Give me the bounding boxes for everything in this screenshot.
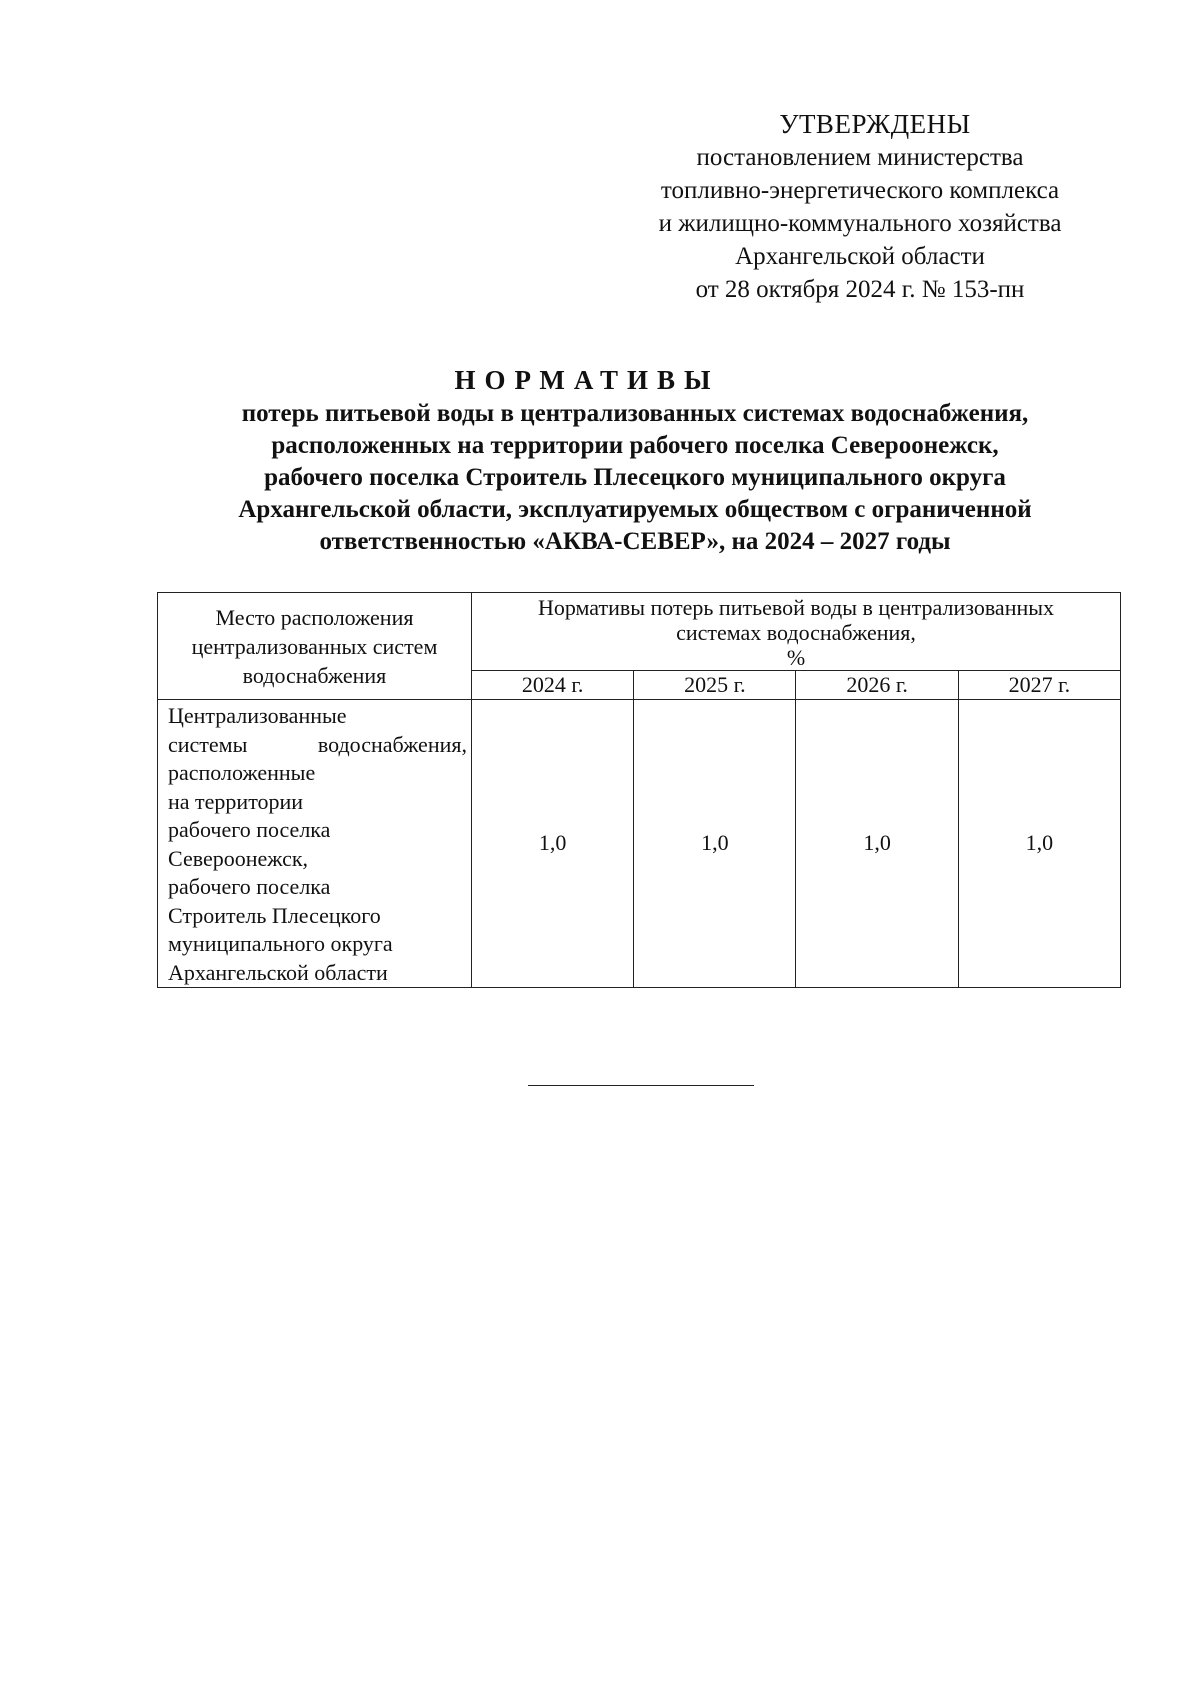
place-line: системы водоснабжения, <box>168 731 467 757</box>
document-heading <box>150 362 1120 558</box>
year-header: 2025 г. <box>634 671 796 700</box>
approval-line: топливно-энергетического комплекса <box>660 177 1060 204</box>
year-header: 2027 г. <box>958 671 1120 700</box>
approval-line: и жилищно-коммунального хозяйства <box>658 210 1062 237</box>
place-line: Североонежск, <box>168 845 309 871</box>
end-divider <box>528 1085 754 1086</box>
header-line: водоснабжения <box>242 662 387 688</box>
document-title: НОРМАТИВЫ <box>454 365 720 395</box>
header-line: Место расположения <box>215 604 414 630</box>
place-line: рабочего поселка <box>168 817 331 842</box>
table-row <box>158 700 1121 988</box>
approval-title: УТВЕРЖДЕНЫ <box>779 109 971 139</box>
approval-line: Архангельской области <box>735 243 985 270</box>
header-unit: % <box>786 645 806 670</box>
header-line: централизованных систем <box>191 633 438 659</box>
value-cell-2025: 1,0 <box>634 700 796 988</box>
heading-line: потерь питьевой воды в централизованных системах водоснабжения, <box>241 400 1029 427</box>
place-line: Строитель Плесецкого <box>168 902 381 928</box>
heading-line: рабочего поселка Строитель Плесецкого муниципального округа <box>264 464 1006 491</box>
place-line: рабочего поселка <box>168 874 331 899</box>
norms-column-header <box>472 593 1121 671</box>
heading-line: расположенных на территории рабочего поселка Североонежск, <box>271 432 999 459</box>
norms-table <box>157 592 1121 988</box>
approval-line: постановлением министерства <box>696 144 1024 171</box>
heading-line: Архангельской области, эксплуатируемых обществом с ограниченной <box>238 496 1032 523</box>
place-line: Архангельской области <box>168 959 388 985</box>
table-header-row <box>158 593 1121 671</box>
place-line: на территории <box>168 788 304 814</box>
value-cell-2026: 1,0 <box>796 700 958 988</box>
header-line: системах водоснабжения, <box>676 620 916 645</box>
heading-line: ответственностью «АКВА-СЕВЕР», на 2024 – 2027 годы <box>319 528 951 555</box>
place-line: Централизованные <box>168 703 347 728</box>
value-cell-2027: 1,0 <box>958 700 1120 988</box>
place-line: муниципального округа <box>168 931 393 956</box>
approval-block <box>620 108 1100 306</box>
approval-date-line: от 28 октября 2024 г. № 153-пн <box>695 276 1025 303</box>
place-cell <box>158 700 472 988</box>
value-cell-2024: 1,0 <box>472 700 634 988</box>
place-column-header <box>158 593 472 700</box>
year-header: 2024 г. <box>472 671 634 700</box>
header-line: Нормативы потерь питьевой воды в централизованных <box>537 595 1055 620</box>
year-header: 2026 г. <box>796 671 958 700</box>
place-line: расположенные <box>168 760 316 785</box>
